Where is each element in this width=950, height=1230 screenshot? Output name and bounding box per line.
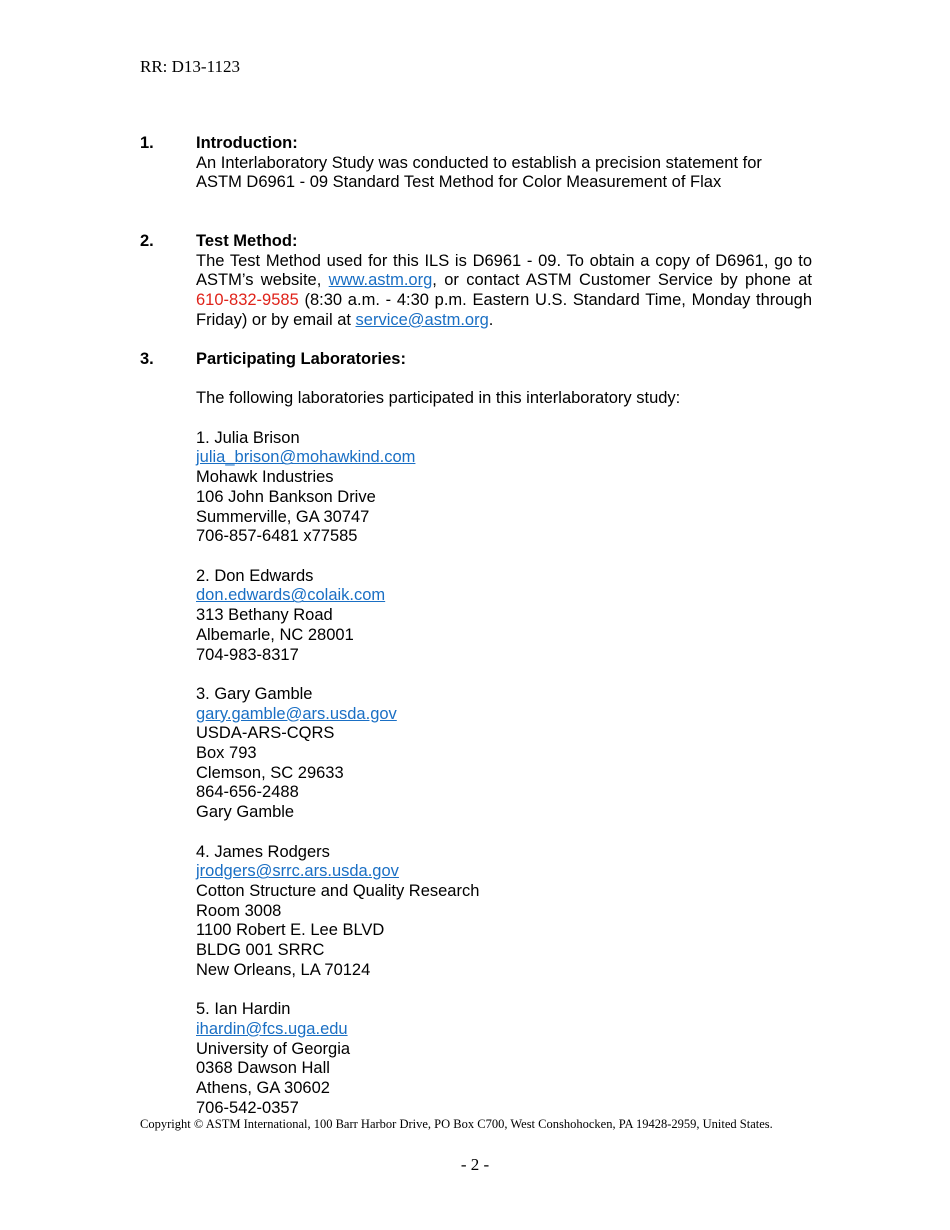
lab-phone: 706-542-0357 [196, 1098, 299, 1117]
lab-contact-name: 4. James Rodgers [196, 842, 330, 861]
report-id: RR: D13-1123 [140, 57, 240, 76]
section-title: Test Method: [196, 232, 298, 250]
lab-entry [196, 685, 812, 823]
intro-line: An Interlaboratory Study was conducted to establish a precision statement for [196, 153, 762, 172]
lab-address-line: University of Georgia [196, 1039, 351, 1058]
section-introduction [140, 134, 812, 193]
lab-entry [196, 429, 812, 547]
paragraph-text: . [488, 310, 494, 329]
lab-contact-name: 5. Ian Hardin [196, 1000, 291, 1019]
lab-address-line: New Orleans, LA 70124 [196, 960, 371, 979]
test-method-paragraph [196, 252, 812, 331]
lab-address-line: 106 John Bankson Drive [196, 487, 376, 506]
intro-line: ASTM D6961 - 09 Standard Test Method for Color Measurement of Flax [196, 173, 722, 192]
lab-address-line: Gary Gamble [196, 803, 295, 822]
section-participating-labs [140, 350, 812, 1118]
paragraph-text: The Test Method used for this ILS is D6961 - 09. To obtain a copy of D6961, go to ASTM’s website, [196, 251, 812, 290]
lab-contact-name: 1. Julia Brison [196, 428, 300, 447]
lab-phone: 704-983-8317 [196, 645, 299, 664]
lab-address-line: Box 793 [196, 744, 257, 762]
lab-email-link[interactable]: jrodgers@srrc.ars.usda.gov [196, 862, 399, 881]
lab-entry [196, 1000, 812, 1118]
section-number: 1. [140, 134, 154, 152]
section-number: 2. [140, 232, 154, 250]
lab-phone: 706-857-6481 x77585 [196, 527, 358, 546]
lab-address-line: BLDG 001 SRRC [196, 941, 325, 960]
lab-email-link[interactable]: ihardin@fcs.uga.edu [196, 1019, 348, 1038]
lab-phone: 864-656-2488 [196, 783, 299, 802]
lab-email-link[interactable]: gary.gamble@ars.usda.gov [196, 704, 397, 723]
lab-address-line: Albemarle, NC 28001 [196, 625, 354, 644]
service-email-link[interactable]: service@astm.org [355, 310, 489, 329]
astm-website-link[interactable]: www.astm.org [328, 271, 433, 290]
customer-service-phone: 610-832-9585 [196, 291, 299, 310]
lab-contact-name: 2. Don Edwards [196, 566, 314, 585]
lab-address-line: 0368 Dawson Hall [196, 1059, 330, 1078]
paragraph-text: (8:30 a.m. - 4:30 p.m. Eastern U.S. Standard Time, Monday through Friday) or by email at [196, 291, 812, 329]
lab-address-line: 1100 Robert E. Lee BLVD [196, 921, 385, 940]
lab-address-line: Cotton Structure and Quality Research [196, 881, 480, 900]
lab-email-link[interactable]: julia_brison@mohawkind.com [196, 448, 416, 467]
lab-email-link[interactable]: don.edwards@colaik.com [196, 586, 386, 605]
lab-entry [196, 843, 812, 981]
lab-entry [196, 567, 812, 666]
lab-address-line: USDA-ARS-CQRS [196, 724, 335, 743]
paragraph-text: , or contact ASTM Customer Service by phone at [432, 271, 812, 290]
labs-intro: The following laboratories participated in this interlaboratory study: [196, 389, 681, 408]
section-number: 3. [140, 350, 154, 368]
lab-address-line: Room 3008 [196, 901, 282, 920]
section-title: Participating Laboratories: [196, 350, 406, 368]
lab-address-line: Clemson, SC 29633 [196, 763, 344, 782]
page-number: - 2 - [460, 1155, 490, 1174]
lab-contact-name: 3. Gary Gamble [196, 684, 313, 703]
section-test-method [140, 232, 812, 331]
lab-address-line: Summerville, GA 30747 [196, 507, 370, 526]
lab-address-line: 313 Bethany Road [196, 606, 333, 625]
lab-address-line: Mohawk Industries [196, 468, 334, 487]
section-title: Introduction: [196, 134, 298, 152]
lab-address-line: Athens, GA 30602 [196, 1078, 330, 1097]
copyright-notice: Copyright © ASTM International, 100 Barr Harbor Drive, PO Box C700, West Conshohocken, PA 19428-2959, United States. [140, 1117, 773, 1131]
